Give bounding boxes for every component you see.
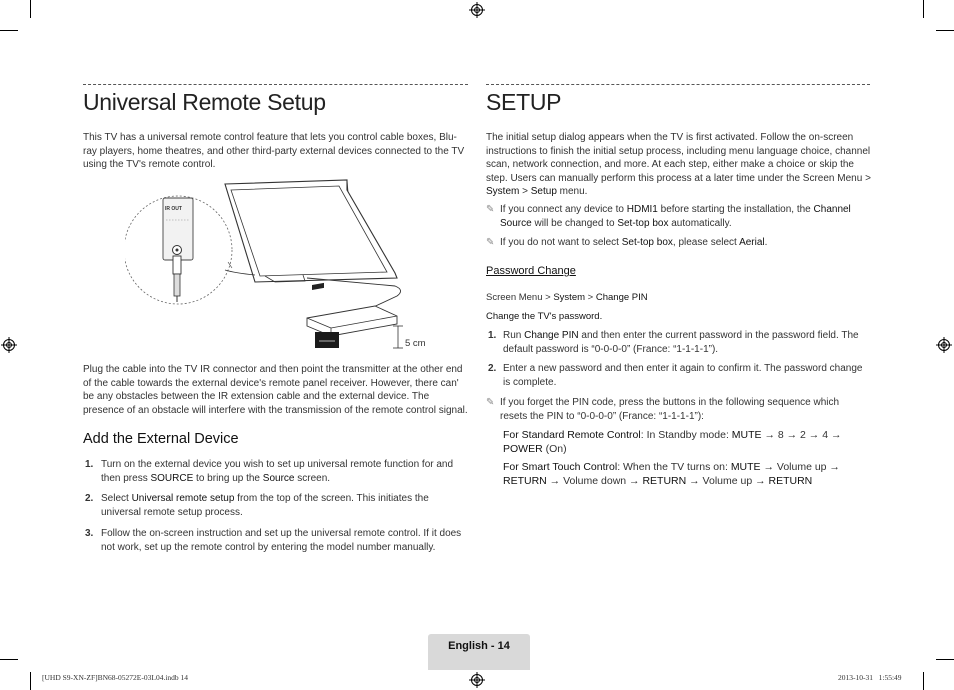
step-number: 3.	[85, 528, 94, 539]
intro-paragraph: This TV has a universal remote control feature that lets you control cable boxes, Blu-ray players, home theatres, and other third-party external devices connected to the TV using the TV's remote control.	[83, 132, 465, 171]
subheading-password-change: Password Change	[486, 265, 576, 277]
step-2-text: Select Universal remote setup from the top of the screen. This initiates the universal remote setup process.	[101, 493, 429, 518]
registration-mark-icon	[469, 672, 485, 688]
step-number: 2.	[85, 493, 94, 504]
section-divider	[486, 84, 870, 85]
ir-connection-diagram	[125, 178, 435, 353]
ir-plug	[173, 256, 181, 274]
menu-path: Screen Menu > System > Change PIN	[486, 292, 648, 303]
crop-mark	[30, 0, 31, 18]
source-key: SOURCE	[150, 472, 194, 484]
pin-step-2: Enter a new password and then enter it again to confirm it. The password change is complete.	[503, 363, 863, 388]
print-timestamp: 2013-10-31 1:55:49	[838, 673, 902, 682]
pin-step-1: Run Change PIN and then enter the current password in the password field. The default password is “0-0-0-0” (France: “1-1-1-1”).	[503, 330, 859, 355]
step-number: 1.	[85, 459, 94, 470]
change-description: Change the TV's password.	[486, 311, 603, 322]
placement-paragraph: Plug the cable into the TV IR connector and then point the transmitter at the other end of the cable towards the external device's remote panel receiver. However, there can' be any obstacles between the IR extension cable and the external device. The presence of an obstacle will interfere with the transmission of the remote control signal.	[83, 364, 468, 416]
distance-label: 5 cm	[405, 338, 426, 349]
crop-mark	[30, 672, 31, 690]
ir-out-label: IR OUT	[165, 206, 182, 212]
page-title-universal-remote: Universal Remote Setup	[83, 89, 326, 115]
page-number-label: English - 14	[448, 640, 510, 652]
registration-mark-icon	[1, 337, 17, 353]
pencil-note-icon: ✎	[486, 237, 495, 248]
section-heading-add-device: Add the External Device	[83, 431, 239, 447]
pencil-note-icon: ✎	[486, 397, 495, 408]
section-divider	[83, 84, 468, 85]
setup-intro-paragraph: The initial setup dialog appears when the TV is first activated. Follow the on-screen instructions to finish the initial setup process, including menu language choice, channel scan, network connection, and more. At each step, either make a choice or skip the step. Users can manually perform this process at a later time under the Screen Menu > System > Setup menu.	[486, 132, 871, 198]
universal-remote-setup-option: Universal remote setup	[131, 493, 235, 504]
standard-remote-sequence: For Standard Remote Control: In Standby mode: MUTE → 8 → 2 → 4 → POWER (On)	[503, 429, 842, 455]
external-device	[307, 306, 397, 336]
crop-mark	[936, 659, 954, 660]
file-info: [UHD S9-XN-ZF]BN68-05272E-03L04.indb 14	[42, 673, 189, 682]
step-3-text: Follow the on-screen instruction and set up the universal remote control. If it does not work, set up the remote control by entering the model number manually.	[101, 528, 462, 553]
crop-mark	[0, 659, 18, 660]
note-forgot-pin: ✎ If you forget the PIN code, press the buttons in the following sequence which resets the PIN to “0-0-0-0” (France: “1-1-1-1”):	[486, 397, 840, 422]
note-aerial: ✎ If you do not want to select Set-top box, please select Aerial.	[486, 237, 768, 248]
note-hdmi: ✎ If you connect any device to HDMI1 before starting the installation, the Channel Source will be changed to Set-top box automatically.	[486, 204, 851, 229]
step-1-text: Turn on the external device you wish to set up universal remote function for and then press SOURCE to bring up the Source screen.	[101, 459, 454, 484]
crop-mark	[0, 30, 18, 31]
tv-outline	[225, 180, 397, 282]
crop-mark	[923, 0, 924, 18]
smart-touch-sequence: For Smart Touch Control: When the TV turns on: MUTE → Volume up → RETURN → Volume down → RETURN → Volume up → RETURN	[503, 461, 840, 487]
page-title-setup: SETUP	[486, 89, 562, 115]
registration-mark-icon	[936, 337, 952, 353]
crop-mark	[936, 30, 954, 31]
step-number: 2.	[488, 363, 497, 374]
registration-mark-icon	[469, 2, 485, 18]
source-screen: Source	[262, 472, 295, 484]
crop-mark	[923, 672, 924, 690]
step-number: 1.	[488, 330, 497, 341]
pencil-note-icon: ✎	[486, 204, 495, 215]
